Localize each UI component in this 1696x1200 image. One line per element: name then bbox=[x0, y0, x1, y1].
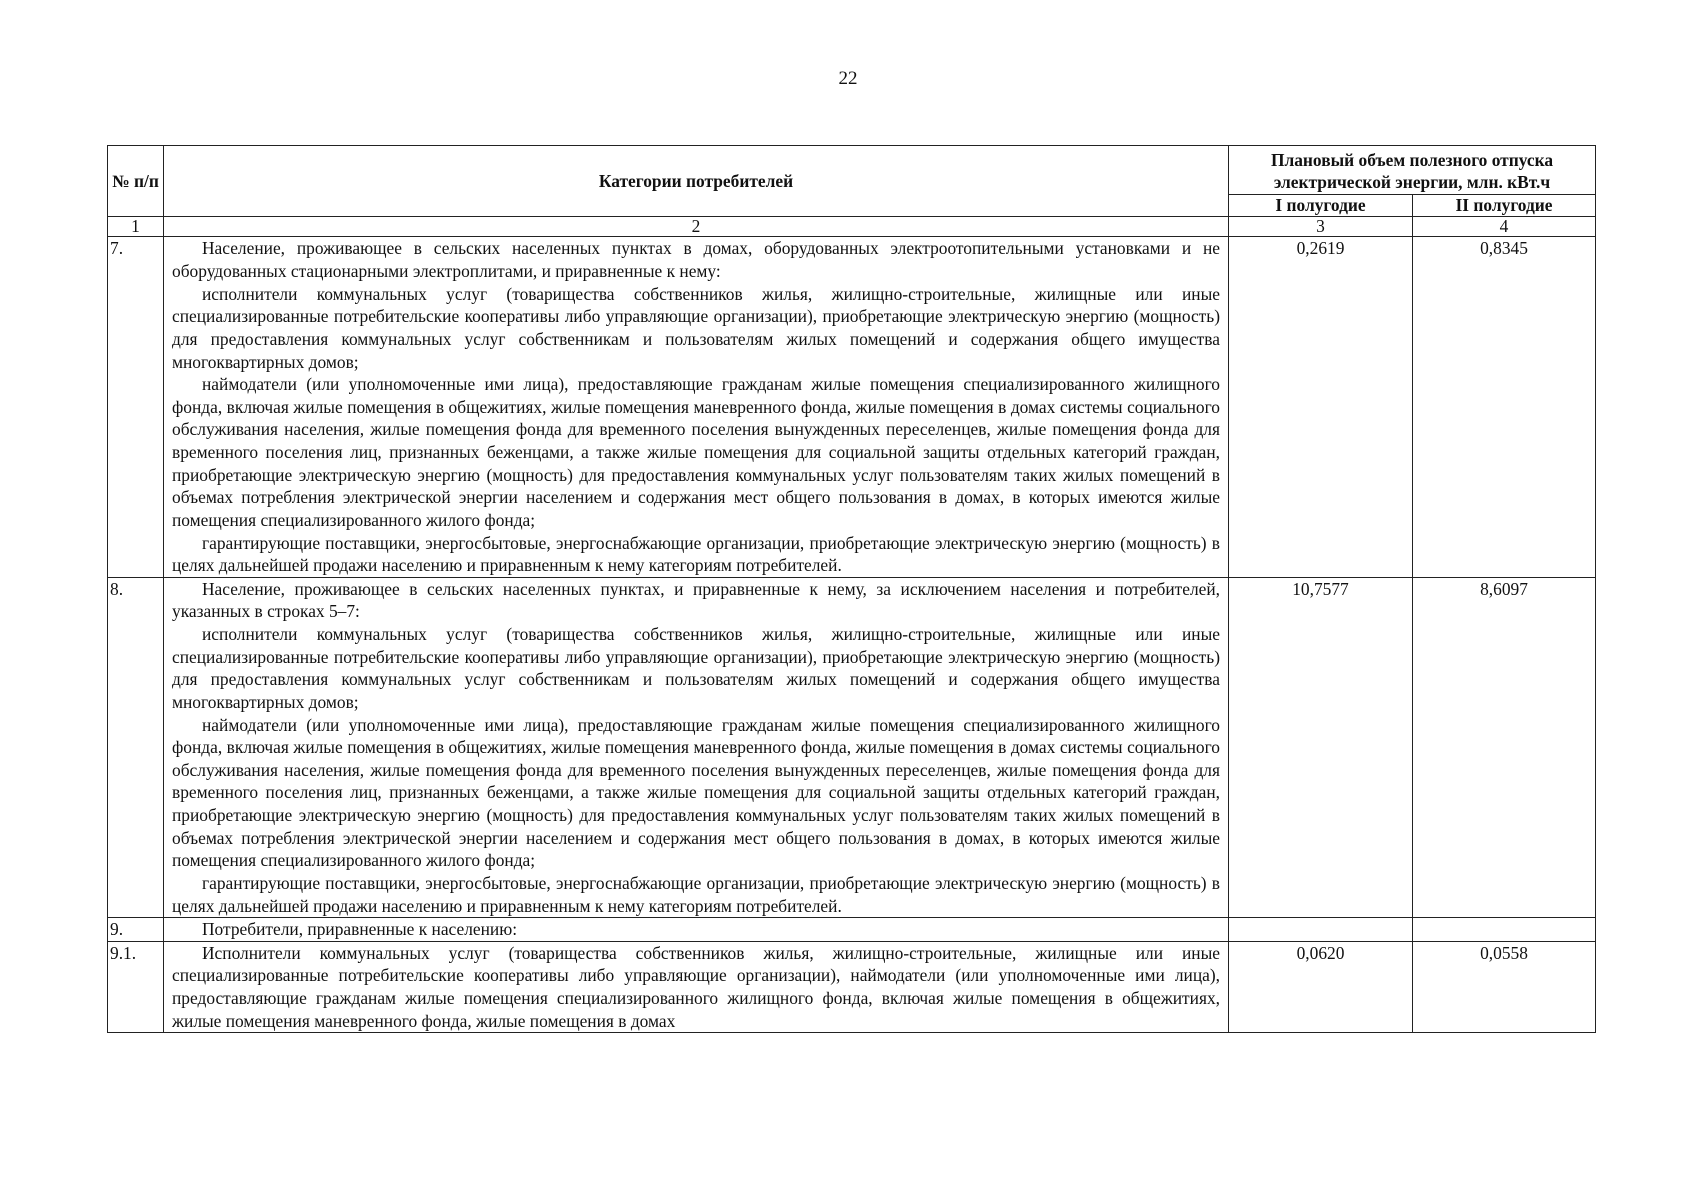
value-half1: 10,7577 bbox=[1229, 577, 1413, 917]
row-paragraph: исполнители коммунальных услуг (товарищества собственников жилья, жилищно-строительные, жилищные или иные специализированные потребительские кооперативы либо управляющие организации), приобретающие электрическую энергию (мощность) для предоставления коммунальных услуг собственникам и пользователям жилых помещений и содержания общего имущества многоквартирных домов; bbox=[172, 624, 1220, 712]
header-half2: II полугодие bbox=[1413, 194, 1596, 217]
row-paragraph: исполнители коммунальных услуг (товарищества собственников жилья, жилищно-строительные, жилищные или иные специализированные потребительские кооперативы либо управляющие организации), приобретающие электрическую энергию (мощность) для предоставления коммунальных услуг собственникам и пользователям жилых помещений и содержания общего имущества многоквартирных домов; bbox=[172, 283, 1220, 372]
header-volume: Плановый объем полезного отпуска электрической энергии, млн. кВт.ч bbox=[1229, 146, 1596, 195]
column-number: 1 bbox=[108, 217, 164, 237]
row-paragraph: гарантирующие поставщики, энергосбытовые, энергоснабжающие организации, приобретающие электрическую энергию (мощность) в целях дальнейшей продажи населению и приравненным к нему категориям потребителей. bbox=[172, 532, 1220, 576]
page-number: 22 bbox=[838, 68, 858, 89]
table-row bbox=[108, 918, 1596, 942]
row-description bbox=[164, 941, 1229, 1033]
table-row bbox=[108, 237, 1596, 577]
table-header-row bbox=[108, 146, 1596, 195]
column-number: 3 bbox=[1229, 217, 1413, 237]
header-category: Категории потребителей bbox=[164, 146, 1229, 217]
row-number: 8. bbox=[108, 577, 164, 917]
value-half2: 0,8345 bbox=[1413, 237, 1596, 577]
row-description bbox=[164, 577, 1229, 917]
row-paragraph: Исполнители коммунальных услуг (товарищества собственников жилья, жилищно-строительные, жилищные или иные специализированные потребительские кооперативы либо управляющие организации), наймодатели (или уполномоченные ими лица), предоставляющие гражданам жилые помещения специализированного жилищного фонда, включая жилые помещения в общежитиях, жилые помещения маневренного фонда, жилые помещения в домах bbox=[172, 942, 1220, 1031]
row-description bbox=[164, 237, 1229, 577]
row-number: 9.1. bbox=[108, 941, 164, 1033]
header-num: № п/п bbox=[108, 146, 164, 217]
value-half1 bbox=[1229, 918, 1413, 942]
value-half2 bbox=[1413, 918, 1596, 942]
header-half1: I полугодие bbox=[1229, 194, 1413, 217]
table-row bbox=[108, 941, 1596, 1033]
row-number: 7. bbox=[108, 237, 164, 577]
row-paragraph: Население, проживающее в сельских населенных пунктах, и приравненные к нему, за исключением населения и потребителей, указанных в строках 5–7: bbox=[172, 578, 1220, 622]
value-half2: 0,0558 bbox=[1413, 941, 1596, 1033]
row-number: 9. bbox=[108, 918, 164, 942]
column-number: 2 bbox=[164, 217, 1229, 237]
row-paragraph: Потребители, приравненные к населению: bbox=[202, 919, 518, 940]
column-numbers-row bbox=[108, 217, 1596, 237]
table-row bbox=[108, 577, 1596, 917]
row-paragraph: гарантирующие поставщики, энергосбытовые, энергоснабжающие организации, приобретающие электрическую энергию (мощность) в целях дальнейшей продажи населению и приравненным к нему категориям потребителей. bbox=[172, 872, 1220, 916]
value-half1: 0,2619 bbox=[1229, 237, 1413, 577]
value-half1: 0,0620 bbox=[1229, 941, 1413, 1033]
column-number: 4 bbox=[1413, 217, 1596, 237]
row-paragraph: Население, проживающее в сельских населенных пунктах в домах, оборудованных электроотопительными установками и не оборудованных стационарными электроплитами, и приравненные к нему: bbox=[172, 238, 1220, 282]
row-paragraph: наймодатели (или уполномоченные ими лица), предоставляющие гражданам жилые помещения специализированного жилищного фонда, включая жилые помещения в общежитиях, жилые помещения маневренного фонда, жилые помещения в домах системы социального обслуживания населения, жилые помещения фонда для временного поселения вынужденных переселенцев, жилые помещения фонда для временного поселения лиц, признанных беженцами, а также жилые помещения для социальной защиты отдельных категорий граждан, приобретающие электрическую энергию (мощность) для предоставления коммунальных услуг пользователям таких жилых помещений в объемах потребления электрической энергии населением и содержания мест общего пользования в домах, в которых имеются жилые помещения специализированного жилого фонда; bbox=[172, 714, 1220, 871]
row-description bbox=[164, 918, 1229, 942]
consumption-table bbox=[107, 145, 1596, 1033]
value-half2: 8,6097 bbox=[1413, 577, 1596, 917]
row-paragraph: наймодатели (или уполномоченные ими лица), предоставляющие гражданам жилые помещения специализированного жилищного фонда, включая жилые помещения в общежитиях, жилые помещения маневренного фонда, жилые помещения в домах системы социального обслуживания населения, жилые помещения фонда для временного поселения вынужденных переселенцев, жилые помещения фонда для временного поселения лиц, признанных беженцами, а также жилые помещения для социальной защиты отдельных категорий граждан, приобретающие электрическую энергию (мощность) для предоставления коммунальных услуг пользователям таких жилых помещений в объемах потребления электрической энергии населением и содержания мест общего пользования в домах, в которых имеются жилые помещения специализированного жилого фонда; bbox=[172, 374, 1220, 530]
